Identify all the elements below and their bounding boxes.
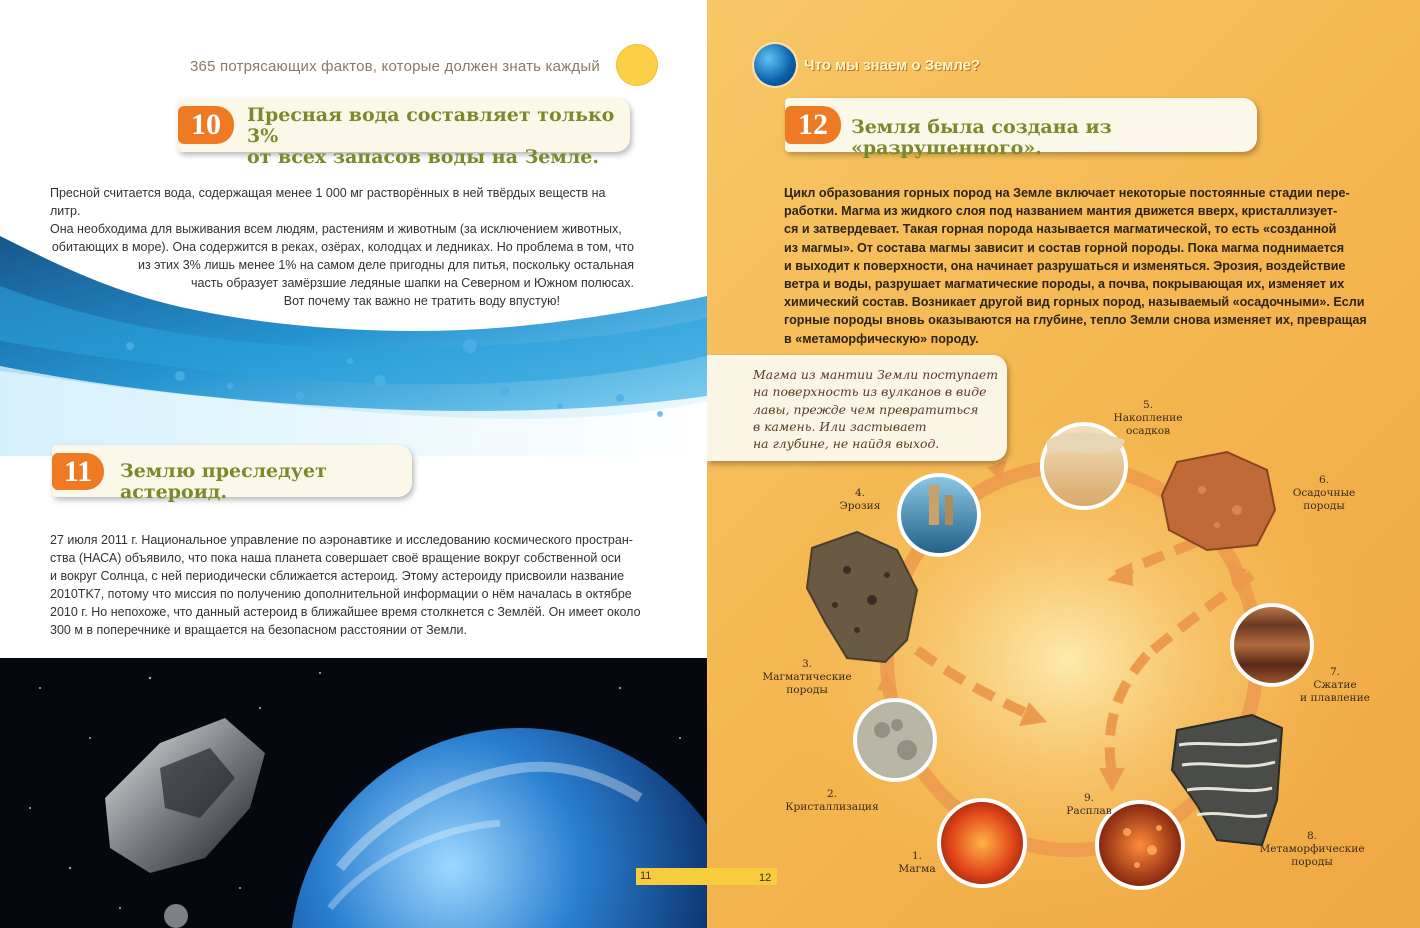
stage-crystallization-image [855,700,935,780]
label-stage-8: 8. Метаморфические породы [1259,830,1365,868]
fact-12-title: Земля была создана из «разрушенного». [851,116,1112,159]
label-stage-7: 7. Сжатие и плавление [1300,666,1370,704]
fact-11-title: Землю преследует астероид. [120,460,327,503]
label-stage-4: 4. Эрозия [839,487,881,512]
left-page [0,0,707,928]
label-stage-9: 9. Расплав [1066,792,1112,817]
fact-10-title [247,105,627,168]
fact-10-number: 10 [178,106,234,144]
fact-11-number: 11 [52,453,104,490]
fact-10-title-line1: Пресная вода составляет только 3% [247,104,615,147]
space-illustration [0,658,707,928]
label-stage-5: 5. Накопление осадков [1113,399,1183,437]
globe-icon [754,44,796,86]
book-title-header: 365 потрясающих фактов, которые должен знать каждый [190,58,600,75]
label-stage-2: 2. Кристаллизация [785,788,879,813]
asteroid-earth-image [0,658,707,928]
right-page [707,0,1420,928]
fact-12-number: 12 [785,106,841,144]
magma-note-text: Магма из мантии Земли поступает на поверхность из вулканов в виде лавы, прежде чем превратиться в камень. Или застывает на глубине, не найдя выход. [753,367,998,452]
page-number-right: 12 [759,872,772,884]
label-stage-6: 6. Осадочные породы [1292,474,1356,512]
page-number-left: 11 [640,870,652,882]
fact-11-paragraph: 27 июля 2011 г. Национальное управление по аэронавтике и исследованию космического простран- ства (НАСА) объявило, что пока наша планета совершает своё вращение вокруг собственной оси и вокруг Солнца, с ней периодически сближается астероид. Этому астероиду присвоили название 2010TK7, потому что миссия по получению дополнительной информации о нём началась в октябре 2010 г. Но непохоже, что данный астероид в ближайшее время столкнется с Землёй. Он имеет около 300 м в поперечнике и вращается на безопасном расстоянии от Земли. [50,533,641,637]
header-circle-icon [616,44,658,86]
fact-10-paragraph: Пресной считается вода, содержащая менее 1 000 мг растворённых в ней твёрдых веществ на литр. Она необходима для выживания всем людям, растениям и животным (за исключением животных, обитающих в море). Она содержится в реках, озёрах, колодцах и ледниках. Но проблема в том, что из этих 3% лишь менее 1% на самом деле пригодны для питья, поскольку остальная часть образует замёрзшие ледяные шапки на Северном и Южном полюсах. Вот почему так важно не тратить воду впустую! [50,186,634,308]
fact-10-title-line2: от всех запасов воды на Земле. [247,146,600,168]
label-stage-3: 3. Магматические породы [762,658,852,696]
fact-12-paragraph: Цикл образования горных пород на Земле включает некоторые постоянные стадии пере- работки. Магма из жидкого слоя под названием мантия движется вверх, кристаллизует- ся и затвердевает. Такая горная порода называется магматической, то есть «созданной из магмы». От состава магмы зависит и состав горной породы. Пока магма поднимается и выходит к поверхности, она начинает разрушаться и изменяться. Эрозия, воздействие ветра и воды, разрушает магматические породы, а почва, покрывающая их, изменяет их химический состав. Возникает другой вид горных пород, называемый «осадочными». Если горные породы вновь оказываются на глубине, тепло Земли снова изменяет их, превращая в «метаморфическую» породу. [784,186,1367,346]
stage-sedimentary-rock-image [1162,452,1275,550]
label-stage-1: 1. Магма [898,850,936,875]
section-title-header: Что мы знаем о Земле? [804,57,981,74]
